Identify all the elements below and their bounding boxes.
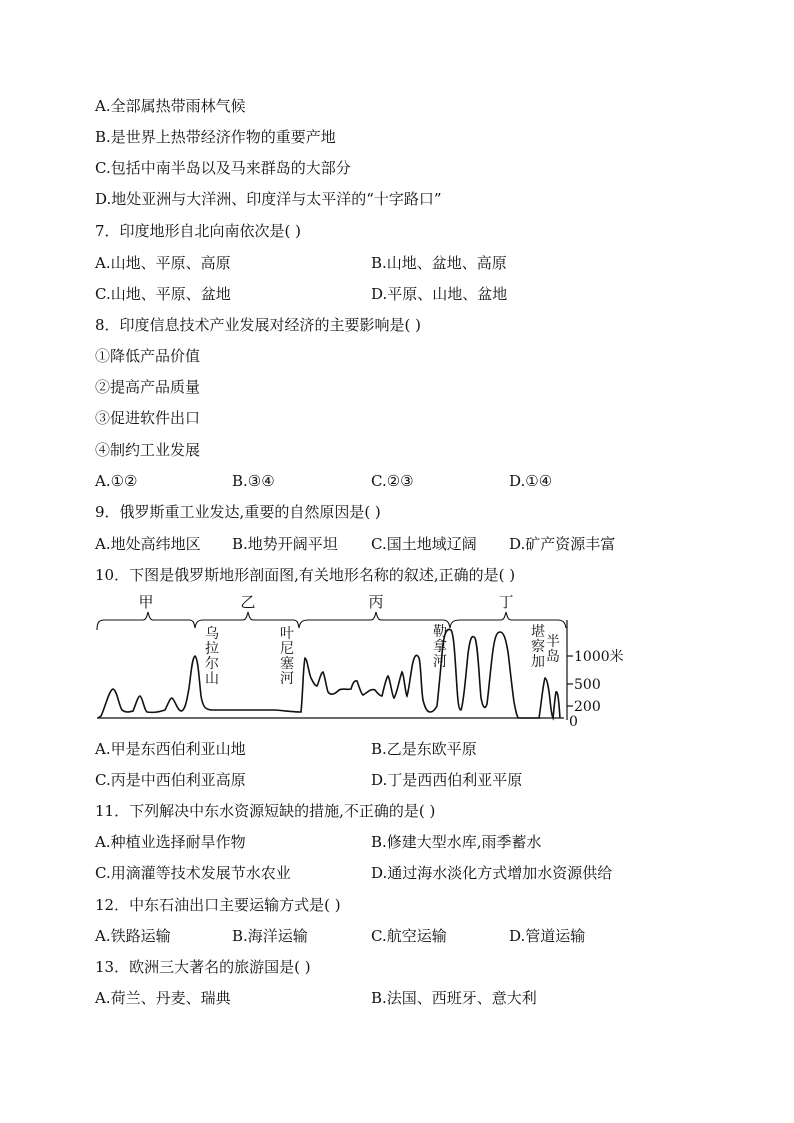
q9-option-d: D.矿产资源丰富 xyxy=(509,535,616,553)
q12-option-a: A.铁路运输 xyxy=(95,927,171,945)
russia-terrain-profile-figure xyxy=(95,592,635,728)
q8-item-1: ①降低产品价值 xyxy=(95,347,201,365)
q8-stem: 8．印度信息技术产业发展对经济的主要影响是( ) xyxy=(95,316,422,334)
q13-stem: 13．欧洲三大著名的旅游国是( ) xyxy=(95,958,311,976)
q7-option-c: C.山地、平原、盆地 xyxy=(95,285,231,303)
q6-option-c: C.包括中南半岛以及马来群岛的大部分 xyxy=(95,159,351,177)
q13-option-b: B.法国、西班牙、意大利 xyxy=(371,989,537,1007)
feature-label-yenisei: 叶尼塞河 xyxy=(280,626,294,687)
q9-option-c: C.国土地域辽阔 xyxy=(371,535,477,553)
feature-label-ural: 乌拉尔山 xyxy=(205,626,219,687)
feature-label-kamchatka: 堪察加半岛 xyxy=(531,624,560,670)
q11-stem: 11．下列解决中东水资源短缺的措施,不正确的是( ) xyxy=(95,802,436,820)
q7-option-a: A.山地、平原、高原 xyxy=(95,254,231,272)
q6-option-b: B.是世界上热带经济作物的重要产地 xyxy=(95,128,336,146)
q7-option-d: D.平原、山地、盆地 xyxy=(371,285,508,303)
terrain-profile-line xyxy=(98,629,560,718)
q7-stem: 7．印度地形自北向南依次是( ) xyxy=(95,222,302,240)
q10-option-b: B.乙是东欧平原 xyxy=(371,740,477,758)
region-braces xyxy=(97,612,566,630)
q10-option-c: C.丙是中西伯利亚高原 xyxy=(95,771,246,789)
q12-stem: 12．中东石油出口主要运输方式是( ) xyxy=(95,896,341,914)
q10-option-d: D.丁是西西伯利亚平原 xyxy=(371,771,523,789)
q8-option-a: A.①② xyxy=(95,472,138,490)
q6-option-d: D.地处亚洲与大洋洲、印度洋与太平洋的“十字路口” xyxy=(95,190,442,208)
region-label-ding: 丁 xyxy=(498,593,514,611)
q10-option-a: A.甲是东西伯利亚山地 xyxy=(95,740,246,758)
q13-option-a: A.荷兰、丹麦、瑞典 xyxy=(95,989,231,1007)
q8-option-c: C.②③ xyxy=(371,472,414,490)
region-label-jia: 甲 xyxy=(138,593,154,611)
feature-label-lena: 勒拿河 xyxy=(433,624,447,670)
region-label-yi: 乙 xyxy=(240,593,256,611)
q8-item-2: ②提高产品质量 xyxy=(95,378,201,396)
q12-option-d: D.管道运输 xyxy=(509,927,586,945)
q9-stem: 9．俄罗斯重工业发达,重要的自然原因是( ) xyxy=(95,503,381,521)
q11-option-c: C.用滴灌等技术发展节水农业 xyxy=(95,864,291,882)
q9-option-a: A.地处高纬地区 xyxy=(95,535,201,553)
feature-labels xyxy=(205,623,560,687)
elevation-tick-0: 0 xyxy=(569,714,578,728)
elevation-tick-200: 200 xyxy=(574,699,601,715)
elevation-tick-1000: 1000米 xyxy=(574,649,624,665)
q8-item-3: ③促进软件出口 xyxy=(95,409,201,427)
q11-option-d: D.通过海水淡化方式增加水资源供给 xyxy=(371,864,613,882)
q9-option-b: B.地势开阔平坦 xyxy=(232,535,338,553)
q6-option-a: A.全部属热带雨林气候 xyxy=(95,97,246,115)
q7-option-b: B.山地、盆地、高原 xyxy=(371,254,507,272)
q8-option-d: D.①④ xyxy=(509,472,553,490)
elevation-axis xyxy=(567,620,573,720)
q11-option-a: A.种植业选择耐旱作物 xyxy=(95,833,246,851)
q11-option-b: B.修建大型水库,雨季蓄水 xyxy=(371,833,542,851)
q8-item-4: ④制约工业发展 xyxy=(95,441,201,459)
q10-stem: 10．下图是俄罗斯地形剖面图,有关地形名称的叙述,正确的是( ) xyxy=(95,566,516,584)
elevation-tick-500: 500 xyxy=(574,677,601,693)
q12-option-b: B.海洋运输 xyxy=(232,927,308,945)
q12-option-c: C.航空运输 xyxy=(371,927,447,945)
q8-option-b: B.③④ xyxy=(232,472,275,490)
region-label-bing: 丙 xyxy=(368,593,384,611)
